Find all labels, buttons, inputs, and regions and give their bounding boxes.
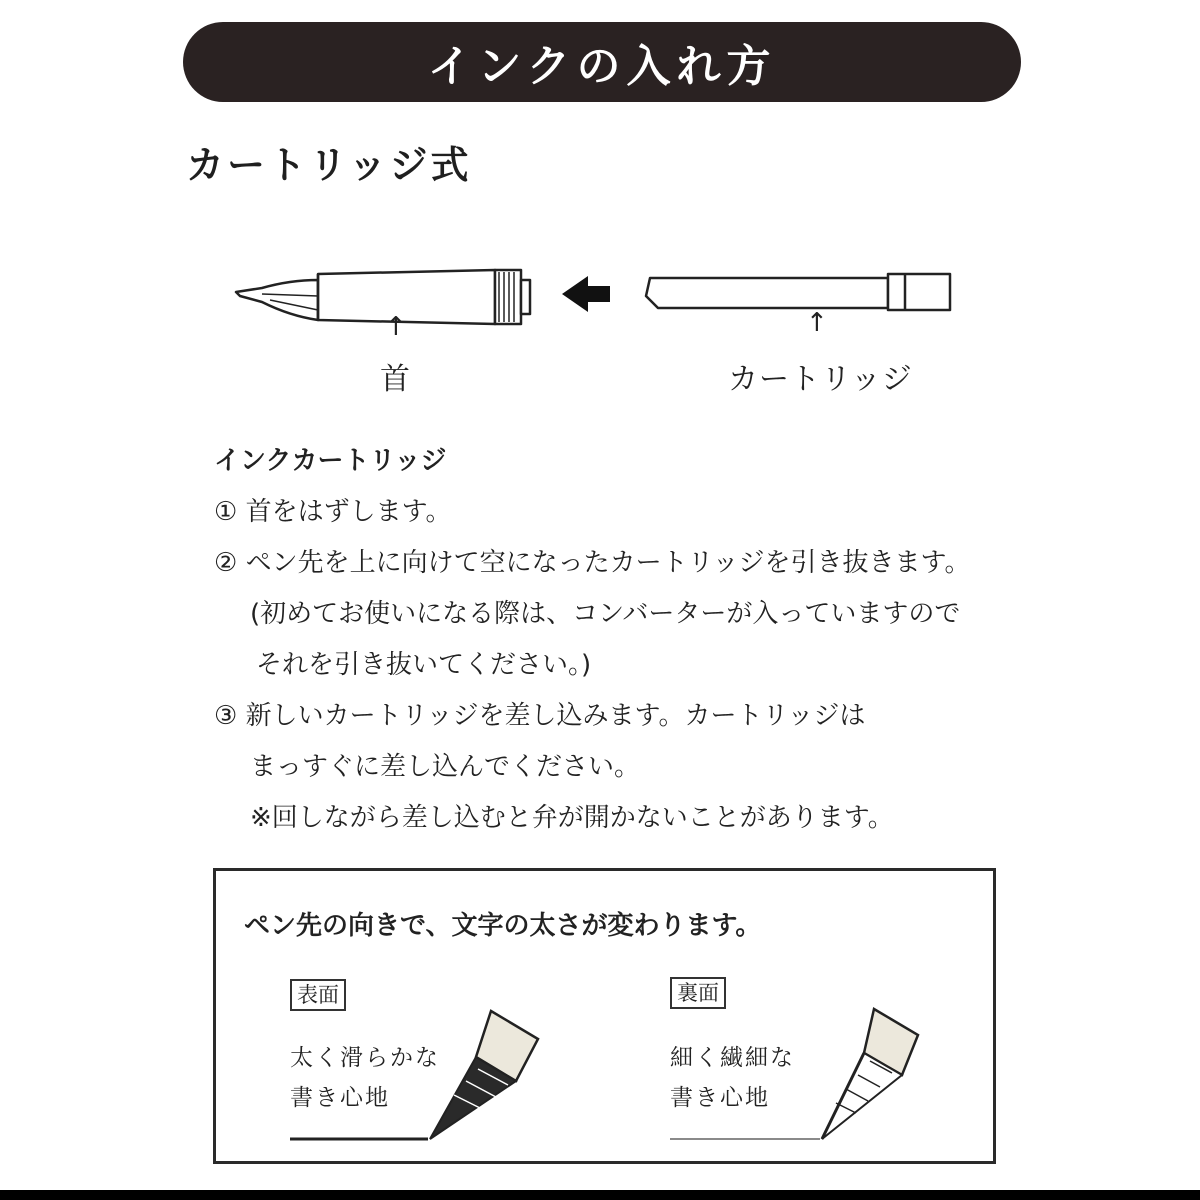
page-title: インクの入れ方 <box>427 41 777 92</box>
back-tag: 裏面 <box>670 977 726 1009</box>
step-3: ③ 新しいカートリッジを差し込みます。カートリッジは <box>214 701 866 731</box>
label-neck: 首 <box>380 362 410 397</box>
nib-illustrations <box>216 871 993 1161</box>
instruction-list <box>214 436 1094 844</box>
pen-neck-illustration <box>236 270 530 324</box>
pen-diagram <box>0 250 1200 350</box>
nib-orientation-box <box>213 868 996 1164</box>
step-1: ① 首をはずします。 <box>214 497 452 527</box>
neck-arrow: ↑ <box>385 312 407 342</box>
step-2-note-2: それを引き抜いてください。) <box>256 650 592 680</box>
nib-box-title: ペン先の向きで、文字の太さが変わります。 <box>244 911 762 941</box>
front-line-1: 太く滑らかな <box>290 1045 440 1071</box>
section-title: カートリッジ式 <box>186 143 472 187</box>
instruction-heading: インクカートリッジ <box>214 446 447 476</box>
back-nib-icon <box>822 1009 918 1139</box>
cartridge-illustration <box>646 274 950 310</box>
step-2: ② ペン先を上に向けて空になったカートリッジを引き抜きます。 <box>214 548 971 578</box>
front-nib-icon <box>430 1011 538 1139</box>
front-line-2: 書き心地 <box>290 1085 390 1111</box>
page-title-banner <box>183 22 1021 102</box>
insert-arrow-icon <box>562 276 610 312</box>
back-line-1: 細く繊細な <box>670 1045 795 1071</box>
bottom-border <box>0 1190 1200 1200</box>
cartridge-arrow: ↑ <box>806 308 828 338</box>
front-tag: 表面 <box>290 979 346 1011</box>
step-3-continued: まっすぐに差し込んでください。 <box>250 752 641 782</box>
step-2-note-1: (初めてお使いになる際は、コンバーターが入っていますので <box>250 599 961 629</box>
label-cartridge: カートリッジ <box>728 362 913 397</box>
step-3-note: ※回しながら差し込むと弁が開かないことがあります。 <box>250 803 894 833</box>
back-line-2: 書き心地 <box>670 1085 770 1111</box>
